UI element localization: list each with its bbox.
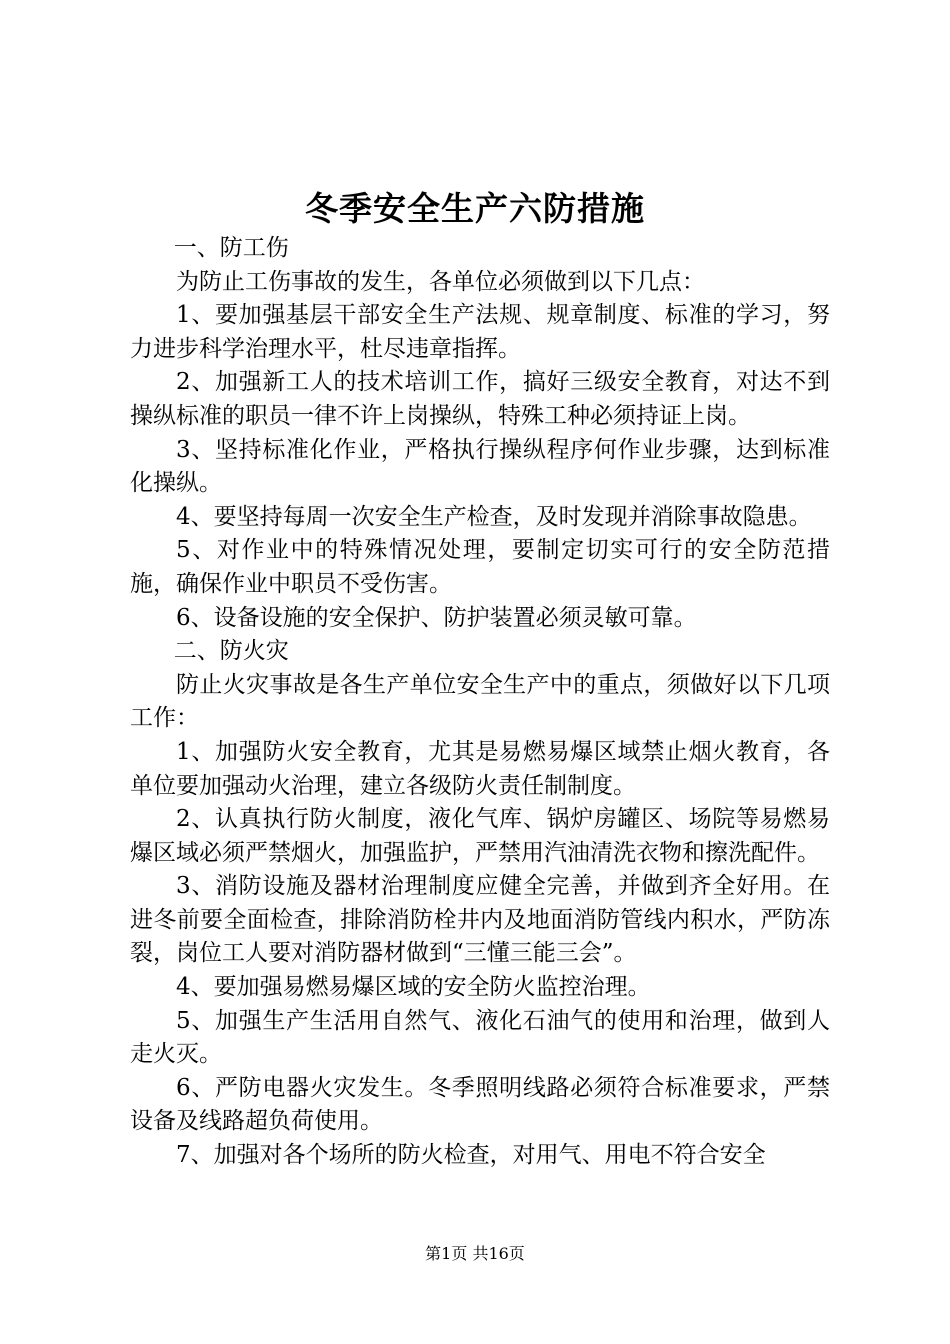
paragraph: 3、坚持标准化作业，严格执行操纵程序何作业步骤，达到标准化操纵。 (130, 436, 830, 497)
document-body (130, 232, 830, 1173)
paragraph: 5、加强生产生活用自然气、液化石油气的使用和治理，做到人走火灭。 (130, 1007, 830, 1068)
paragraph: 2、认真执行防火制度，液化气库、锅炉房罐区、场院等易燃易爆区域必须严禁烟火，加强监护，严禁用汽油清洗衣物和擦洗配件。 (130, 806, 830, 866)
paragraph: 2、加强新工人的技术培训工作，搞好三级安全教育，对达不到操纵标准的职员一律不许上岗操纵，特殊工种必须持证上岗。 (130, 369, 830, 429)
paragraph: 5、对作业中的特殊情况处理，要制定切实可行的安全防范措施，确保作业中职员不受伤害。 (130, 537, 830, 597)
paragraph: 1、要加强基层干部安全生产法规、规章制度、标准的学习，努力进步科学治理水平，杜尽违章指挥。 (130, 302, 830, 362)
page-title: 冬季安全生产六防措施 (305, 189, 645, 228)
paragraph: 1、加强防火安全教育，尤其是易燃易爆区域禁止烟火教育，各单位要加强动火治理，建立各级防火责任制制度。 (130, 738, 830, 799)
paragraph: 为防止工伤事故的发生，各单位必须做到以下几点： (176, 268, 705, 295)
paragraph: 4、要加强易燃易爆区域的安全防火监控治理。 (176, 974, 651, 1001)
section-heading: 一、防工伤 (173, 235, 289, 261)
page-footer: 第1页 共16页 (425, 1244, 525, 1263)
paragraph: 4、要坚持每周一次安全生产检查，及时发现并消除事故隐患。 (176, 503, 812, 530)
section-heading: 二、防火灾 (173, 638, 289, 665)
paragraph: 6、严防电器火灾发生。冬季照明线路必须符合标准要求，严禁设备及线路超负荷使用。 (130, 1074, 830, 1135)
paragraph: 3、消防设施及器材治理制度应健全完善，并做到齐全好用。在进冬前要全面检查，排除消防栓井内及地面消防管线内积水，严防冻裂，岗位工人要对消防器材做到“三懂三能三会”。 (130, 873, 830, 967)
paragraph: 防止火灾事故是各生产单位安全生产中的重点，须做好以下几项工作： (130, 671, 830, 732)
paragraph: 6、设备设施的安全保护、防护装置必须灵敏可靠。 (176, 604, 697, 631)
paragraph: 7、加强对各个场所的防火检查，对用气、用电不符合安全 (176, 1142, 766, 1169)
